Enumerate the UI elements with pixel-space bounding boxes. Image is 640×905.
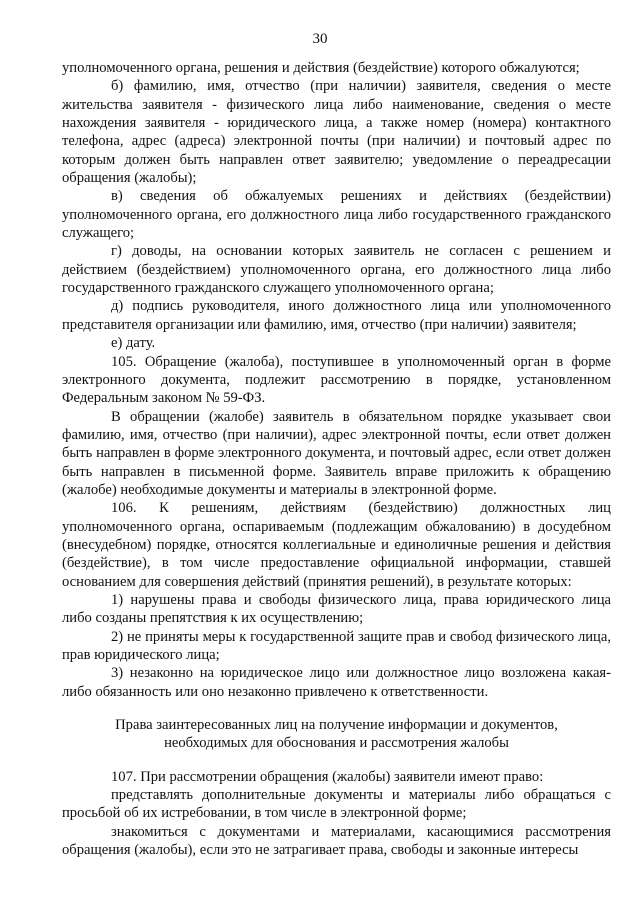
paragraph-106-item-3: 3) незаконно на юридическое лицо или должностное лицо возложена какая-либо обязанность или оно незаконно привлечено к ответственности. (62, 665, 611, 700)
paragraph-107-right-1: представлять дополнительные документы и материалы либо обращаться с просьбой об их истребовании, в том числе в электронной форме; (62, 787, 611, 822)
paragraph-item-v: в) сведения об обжалуемых решениях и действиях (бездействии) уполномоченного органа, его должностного лица либо государственного гражданского служащего; (62, 188, 611, 242)
paragraph-106-item-1: 1) нарушены права и свободы физического лица, права юридического лица либо созданы препятствия к их осуществлению; (62, 591, 611, 627)
paragraph-item-d: д) подпись руководителя, иного должностного лица или уполномоченного представителя организации или фамилию, имя, отчество (при наличии) заявителя; (62, 298, 611, 333)
page-number: 30 (312, 31, 328, 47)
paragraph-105: 105. Обращение (жалоба), поступившее в уполномоченный орган в форме электронного документа, подлежит рассмотрению в порядке, установленном Федеральным законом № 59-ФЗ. (62, 353, 611, 407)
paragraph-continuation: уполномоченного органа, решения и действия (бездействие) которого обжалуются; (62, 60, 580, 76)
paragraph-106: 106. К решениям, действиям (бездействию) должностных лиц уполномоченного органа, оспариваемым (подлежащим обжалованию) в досудебном (внесудебном) порядке, относятся коллегиальные и единоличные решения и действия (бездействие), в том числе предоставление официальной информации, ставшей основанием для совершения действий (принятия решений), в результате которых: (62, 500, 611, 590)
paragraph-item-g: г) доводы, на основании которых заявитель не согласен с решением и действием (бездействием) уполномоченного органа, его должностного лица либо государственного гражданского служащего уполномоченного органа; (62, 243, 611, 297)
paragraph-107-right-2: знакомиться с документами и материалами, касающимися рассмотрения обращения (жалобы), если это не затрагивает права, свободы и законные интересы (62, 823, 611, 859)
paragraph-item-e: е) дату. (111, 335, 156, 352)
paragraph-item-b: б) фамилию, имя, отчество (при наличии) заявителя, сведения о месте жительства заявителя - физического лица либо наименование, сведения о месте нахождения заявителя - юридического лица, а также номер (номера) контактного телефона, адрес (адреса) электронной почты (при наличии) и почтовый адрес по которым должен быть направлен ответ заявителю; уведомление о переадресации обращения (жалобы); (62, 78, 611, 187)
document-body (62, 59, 611, 859)
paragraph-107: 107. При рассмотрении обращения (жалобы) заявители имеют право: (111, 768, 544, 785)
section-heading-line-1: Права заинтересованных лиц на получение информации и документов, (115, 717, 558, 734)
section-heading (62, 716, 611, 753)
paragraph-106-item-2: 2) не приняты меры к государственной защите прав и свобод физического лица, прав юридического лица; (62, 628, 611, 663)
paragraph-105-details: В обращении (жалобе) заявитель в обязательном порядке указывает свои фамилию, имя, отчество (при наличии), адрес электронной почты, если ответ должен быть направлен в форме электронного документа, и почтовый адрес, если ответ должен быть направлен в письменной форме. Заявитель вправе приложить к обращению (жалобе) необходимые документы и материалы в электронной форме. (62, 408, 611, 498)
section-heading-line-2: необходимых для обоснования и рассмотрения жалобы (164, 735, 509, 752)
